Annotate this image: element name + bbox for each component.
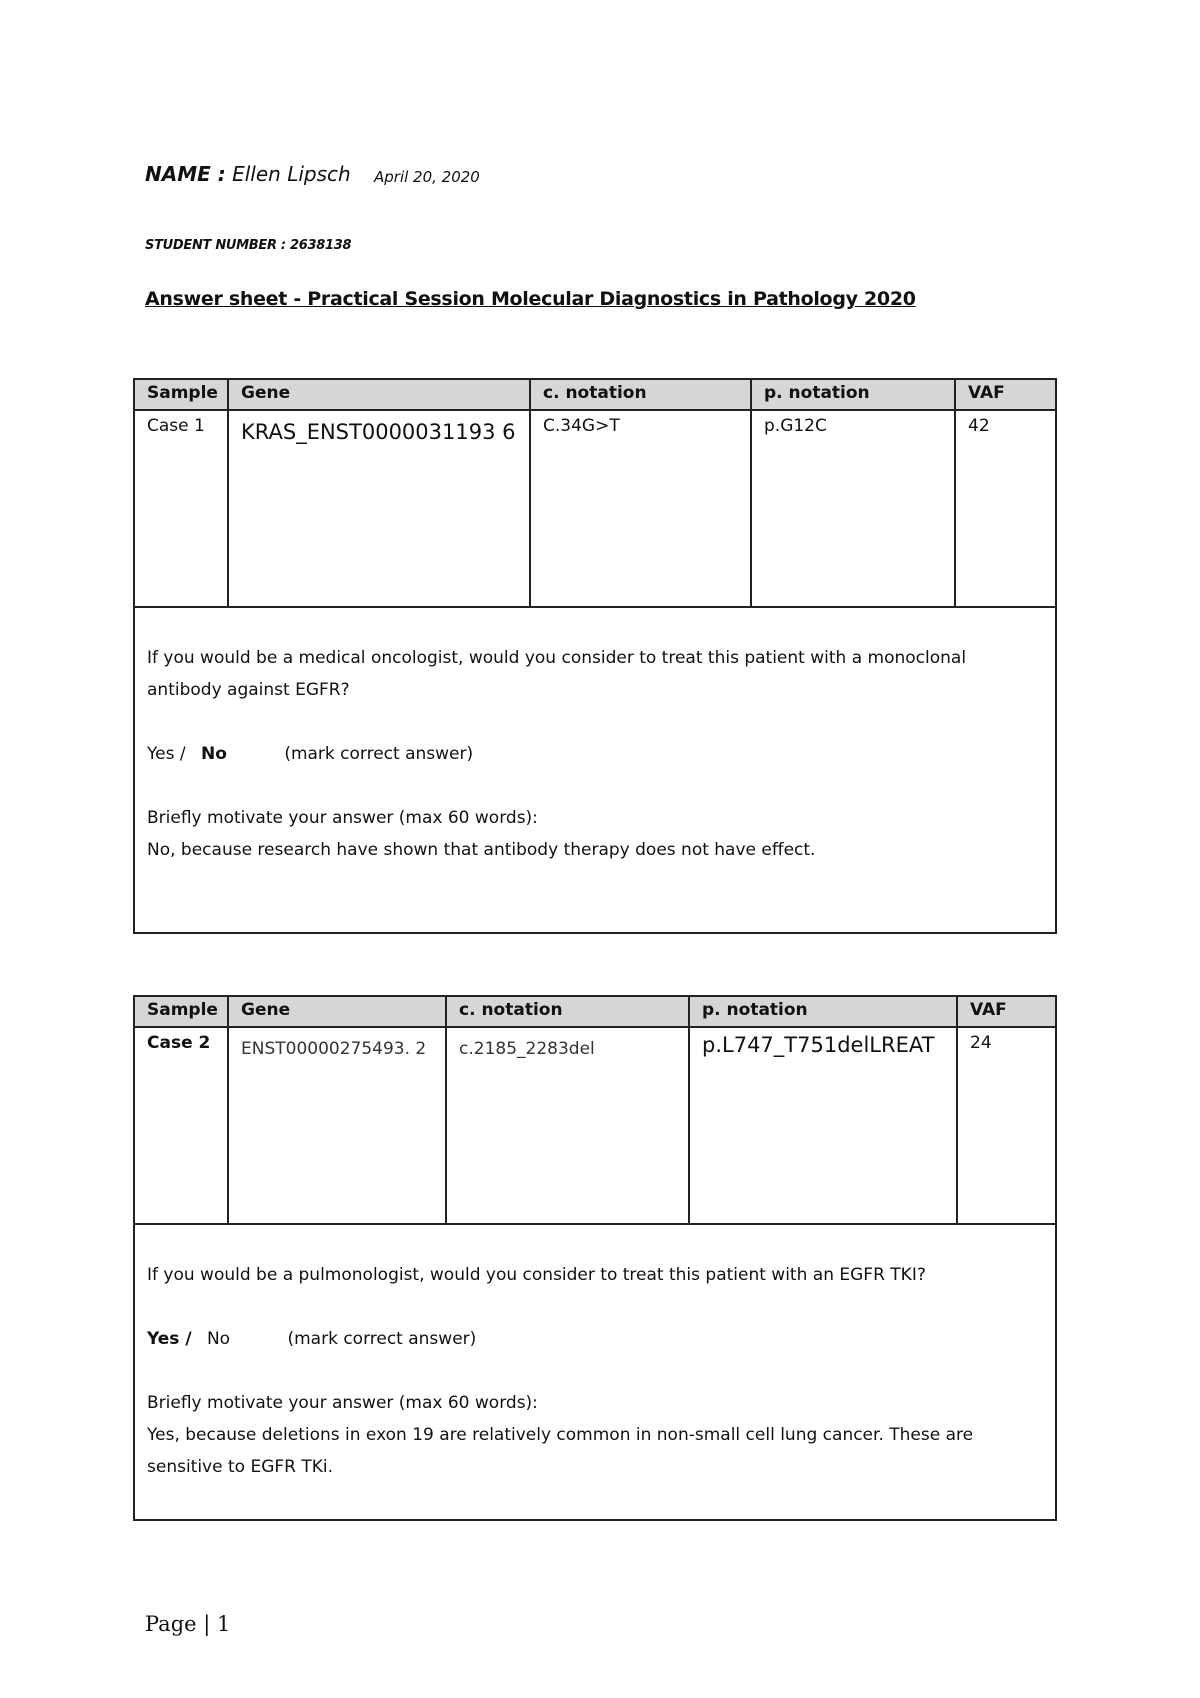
- case1-c-notation: C.34G>T: [530, 410, 751, 607]
- col-sample: Sample: [134, 996, 228, 1027]
- student-name: [145, 162, 351, 186]
- student-number: STUDENT NUMBER : 2638138: [145, 238, 352, 253]
- case2-no-option[interactable]: No: [206, 1329, 231, 1349]
- col-sample: Sample: [134, 379, 228, 410]
- col-p-notation: p. notation: [689, 996, 957, 1027]
- case2-yes-option[interactable]: Yes /: [147, 1329, 192, 1349]
- case1-question: If you would be a medical oncologist, would you consider to treat this patient with a monoclonal antibody against EGFR?: [147, 648, 967, 700]
- case2-header-row: [134, 996, 1056, 1027]
- case2-question: If you would be a pulmonologist, would you consider to treat this patient with an EGFR TKI?: [147, 1265, 926, 1285]
- case1-mark-hint: (mark correct answer): [284, 744, 474, 764]
- col-c-notation: c. notation: [530, 379, 751, 410]
- case2-c-notation: c.2185_2283del: [446, 1027, 689, 1224]
- case1-sample: Case 1: [134, 410, 228, 607]
- case2-motivate-label: Briefly motivate your answer (max 60 words):: [147, 1393, 538, 1413]
- case1-gene: KRAS_ENST0000031193 6: [228, 410, 530, 607]
- case2-answer-text: Yes, because deletions in exon 19 are relatively common in non-small cell lung cancer. These are sensitive to EGFR TKi.: [147, 1425, 974, 1477]
- case1-p-notation: p.G12C: [751, 410, 955, 607]
- case1-no-option[interactable]: No: [200, 744, 227, 764]
- case2-vaf: 24: [957, 1027, 1056, 1224]
- col-gene: Gene: [228, 996, 446, 1027]
- case1-yes-no: [147, 738, 1043, 770]
- case2-yes-no: [147, 1323, 1043, 1355]
- case1-vaf: 42: [955, 410, 1056, 607]
- col-p-notation: p. notation: [751, 379, 955, 410]
- case1-answer-cell: [134, 607, 1056, 933]
- col-gene: Gene: [228, 379, 530, 410]
- case1-answer-row: [134, 607, 1056, 933]
- date: April 20, 2020: [374, 168, 480, 186]
- name-value: Ellen Lipsch: [225, 162, 351, 186]
- case1-answer-text: No, because research have shown that antibody therapy does not have effect.: [147, 840, 816, 860]
- case2-sample: Case 2: [134, 1027, 228, 1224]
- case2-mark-hint: (mark correct answer): [287, 1329, 477, 1349]
- case2-answer-cell: [134, 1224, 1056, 1520]
- case1-data-row: [134, 410, 1056, 607]
- page-number: Page | 1: [145, 1612, 231, 1636]
- col-vaf: VAF: [955, 379, 1056, 410]
- col-c-notation: c. notation: [446, 996, 689, 1027]
- col-vaf: VAF: [957, 996, 1056, 1027]
- case2-table: [133, 995, 1057, 1521]
- case1-motivate-label: Briefly motivate your answer (max 60 words):: [147, 808, 538, 828]
- case2-data-row: [134, 1027, 1056, 1224]
- case2-p-notation: p.L747_T751delLREAT: [689, 1027, 957, 1224]
- name-label: NAME :: [145, 162, 226, 186]
- case1-table: [133, 378, 1057, 934]
- case1-yes-option[interactable]: Yes /: [147, 744, 186, 764]
- case2-gene: ENST00000275493. 2: [228, 1027, 446, 1224]
- case1-header-row: [134, 379, 1056, 410]
- case2-answer-row: [134, 1224, 1056, 1520]
- document-title: Answer sheet - Practical Session Molecular Diagnostics in Pathology 2020: [145, 288, 916, 310]
